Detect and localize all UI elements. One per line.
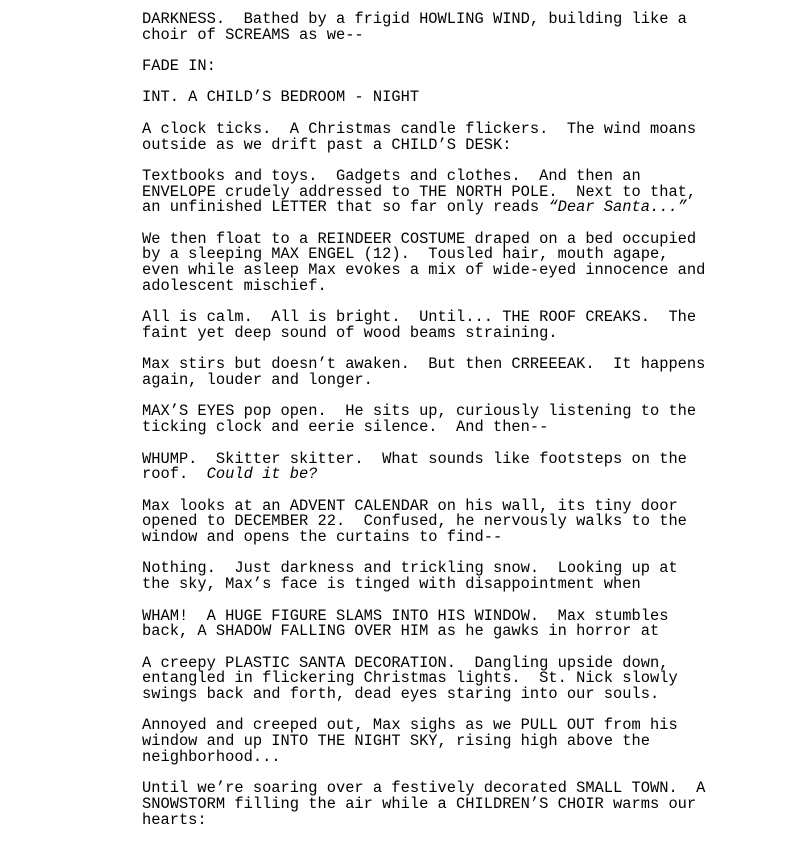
action-paragraph [142,781,742,828]
italic-text: “Dear Santa...” [548,198,687,217]
action-paragraph [142,119,742,154]
script-line [142,794,742,813]
line-text: roof. [142,465,207,484]
line-text: A clock ticks. A Christmas candle flickers. The wind moans [142,119,697,138]
line-text: Max stirs but doesn’t awaken. But then CRREEEAK. It happens [142,355,706,374]
line-text: WHUMP. Skitter skitter. What sounds like footsteps on the [142,449,687,468]
line-text: DARKNESS. Bathed by a frigid HOWLING WIND, building like a [142,10,687,28]
action-paragraph [142,357,742,388]
script-line [142,25,742,44]
action-paragraph [142,404,742,435]
line-text: Textbooks and toys. Gadgets and clothes. And then an [142,166,641,185]
line-text: Until we’re soaring over a festively decorated SMALL TOWN. A [142,779,706,798]
line-text: faint yet deep sound of wood beams straining. [142,323,558,342]
script-line [142,747,742,766]
action-paragraph [142,166,742,217]
script-line [142,59,742,75]
scene-heading [142,90,742,106]
line-text: ENVELOPE crudely addressed to THE NORTH POLE. Next to that, [142,182,697,201]
action-paragraph [142,561,742,592]
line-text: the sky, Max’s face is tinged with disappointment when [142,575,641,594]
line-text: Max looks at an ADVENT CALENDAR on his wall, its tiny door [142,496,678,515]
action-paragraph [142,229,742,295]
script-line [142,135,742,154]
line-text: FADE IN: [142,57,216,76]
script-line [142,276,742,295]
line-text: MAX’S EYES pop open. He sits up, curiously listening to the [142,402,697,421]
line-text: Nothing. Just darkness and trickling snow. Looking up at [142,559,678,578]
script-line [142,200,742,216]
action-paragraph [142,496,742,547]
action-paragraph [142,449,742,484]
line-text: choir of SCREAMS as we-- [142,25,364,44]
line-text: All is calm. All is bright. Until... THE ROOF CREAKS. The [142,308,697,327]
script-line [142,90,742,106]
line-text: outside as we drift past a CHILD’S DESK: [142,135,512,154]
script-line [142,420,742,436]
line-text: entangled in flickering Christmas lights. St. Nick slowly [142,669,678,688]
line-text: Annoyed and creeped out, Max sighs as we PULL OUT from his [142,716,678,735]
script-line [142,687,742,703]
script-line [142,323,742,342]
action-paragraph [142,653,742,704]
action-paragraph [142,12,742,43]
line-text: window and opens the curtains to find-- [142,528,503,547]
line-text: INT. A CHILD’S BEDROOM - NIGHT [142,88,420,107]
line-text: adolescent mischief. [142,276,327,295]
script-line [142,810,742,829]
line-text: window and up INTO THE NIGHT SKY, rising high above the [142,732,650,751]
line-text: swings back and forth, dead eyes staring into our souls. [142,685,660,704]
line-text: back, A SHADOW FALLING OVER HIM as he gawks in horror at [142,622,660,641]
line-text: hearts: [142,810,207,829]
script-line [142,577,742,593]
script-line [142,624,742,640]
action-paragraph [142,310,742,341]
line-text: again, louder and longer. [142,371,373,390]
line-text: an unfinished LETTER that so far only reads [142,198,549,217]
transition [142,59,742,75]
screenplay-body [142,12,742,844]
line-text: by a sleeping MAX ENGEL (12). Tousled hair, mouth agape, [142,245,669,264]
line-text: neighborhood... [142,747,281,766]
line-text: We then float to a REINDEER COSTUME draped on a bed occupied [142,229,697,248]
line-text: even while asleep Max evokes a mix of wide-eyed innocence and [142,261,706,280]
line-text: WHAM! A HUGE FIGURE SLAMS INTO HIS WINDOW. Max stumbles [142,606,669,625]
line-text: A creepy PLASTIC SANTA DECORATION. Dangling upside down, [142,653,669,672]
script-line [142,467,742,483]
line-text: opened to DECEMBER 22. Confused, he nervously walks to the [142,512,687,531]
action-paragraph [142,606,742,641]
script-line [142,373,742,389]
script-line [142,530,742,546]
action-paragraph [142,718,742,765]
italic-text: Could it be? [206,465,318,484]
line-text: ticking clock and eerie silence. And then-- [142,418,549,437]
line-text: SNOWSTORM filling the air while a CHILDREN’S CHOIR warms our [142,794,697,813]
